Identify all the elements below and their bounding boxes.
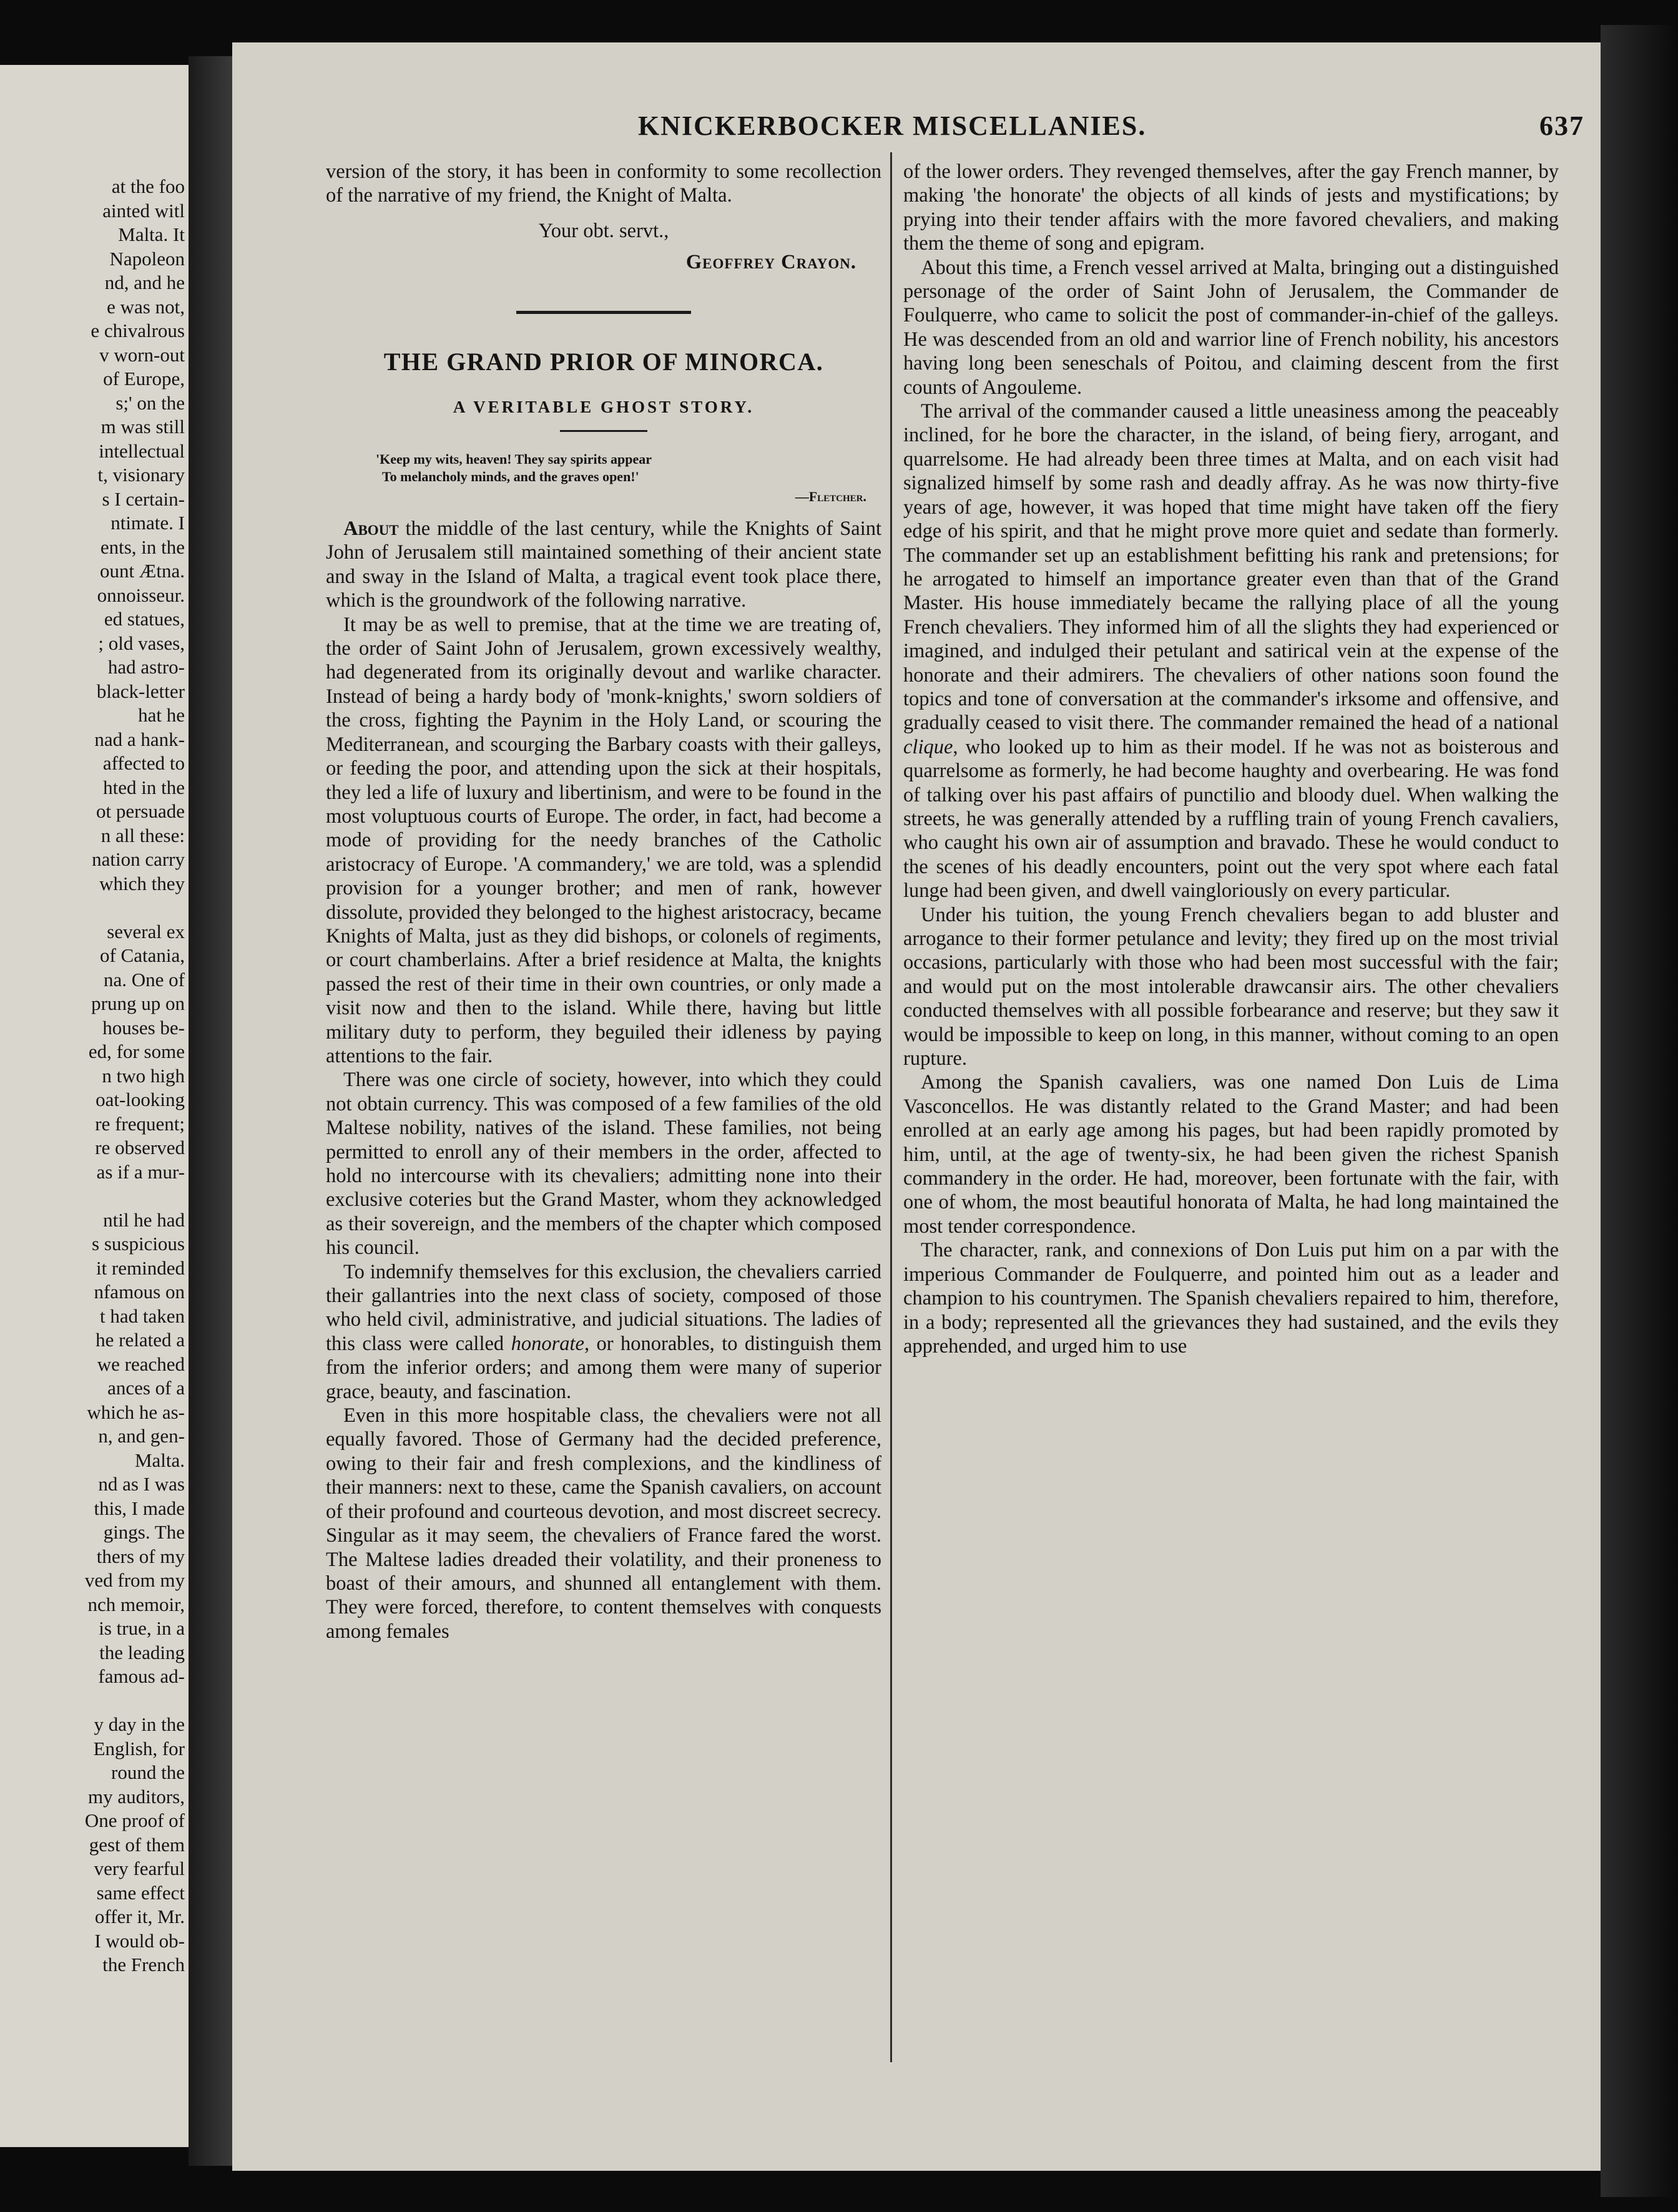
epigraph-line: 'Keep my wits, heaven! They say spirits appear: [376, 451, 652, 467]
body-paragraph: There was one circle of society, however, into which they could not obtain currency. This was composed of a few families of the old Maltese nobility, natives of the island. These families, not being permitted to enroll any of their members in the order, affected to hold no intercourse with its chevaliers; admitting none into their exclusive coteries but the Grand Master, whom they acknowledged as their sovereign, and the members of the chapter which composed his council.: [326, 1069, 881, 1260]
facing-page-line: I would ob-: [94, 1929, 185, 1952]
facing-page-line: [0, 1689, 185, 1713]
facing-page-line: gest of them: [89, 1833, 185, 1856]
facing-page-line: hat he: [138, 704, 185, 726]
facing-page-line: n, and gen-: [98, 1425, 185, 1447]
section-divider: [516, 311, 691, 314]
facing-page-line: re observed: [95, 1137, 185, 1158]
facing-page-line: Napoleon: [109, 247, 185, 270]
facing-page-line: he related a: [96, 1329, 185, 1351]
facing-page-line: the leading: [99, 1641, 185, 1663]
facing-page-line: houses be-: [102, 1016, 185, 1039]
facing-page-line: v worn-out: [99, 343, 185, 366]
body-paragraph: It may be as well to premise, that at the time we are treating of, the order of Saint John of Jerusalem, grown excessively wealthy, had degenerated from its originally devout and warlike character. Instead of being a hardy body of 'monk-knights,' sworn soldiers of the cross, fighting the Paynim in the Holy Land, or scouring the Mediterranean, and scourging the Barbary coasts with their galleys, or feeding the poor, and attending upon the sick at their hospitals, they led a life of luxury and libertinism, and were to be found in the most voluptuous courts of Europe. The order, in fact, had become a mode of providing for the needy branches of the Catholic aristocracy of Europe. 'A commandery,' we are told, was a splendid provision for a younger brother; and men of rank, however dissolute, provided they belonged to the highest aristocracy, became Knights of Malta, just as they did bishops, or colonels of regiments, or court chamberlains. After a brief residence at Malta, the knights passed the rest of their time in their own countries, or only made a visit now and then to the island. While there, having but little military duty to perform, they beguiled their idleness by paying attentions to the fair.: [326, 613, 881, 1067]
facing-page-line: nch memoir,: [87, 1593, 185, 1615]
italic-term: honorate: [511, 1332, 584, 1355]
body-paragraph: About the middle of the last century, while the Knights of Saint John of Jerusalem still maintained something of their ancient state and sway in the Island of Malta, a tragical event took place there, which is the groundwork of the following narrative.: [326, 517, 881, 612]
facing-page-line: intellectual: [99, 439, 185, 462]
facing-page-line: nd as I was: [98, 1473, 185, 1495]
intro-paragraph: version of the story, it has been in conformity to some recollection of the narrative of my friend, the Knight of Malta.: [326, 160, 881, 207]
facing-page-line: nad a hank-: [94, 728, 185, 750]
facing-page-line: of Europe,: [103, 368, 185, 389]
facing-page-line: at the foo: [111, 175, 185, 197]
facing-page-line: n all these:: [101, 824, 185, 846]
page-number: 637: [1539, 110, 1584, 141]
story-title: THE GRAND PRIOR OF MINORCA.: [383, 347, 824, 376]
facing-page-line: onnoisseur.: [97, 584, 185, 606]
facing-page-line: ot persuade: [96, 800, 185, 822]
facing-page-line: several ex: [107, 920, 185, 942]
facing-page-line: affected to: [102, 752, 185, 774]
body-paragraph: To indemnify themselves for this exclusion, the chevaliers carried their gallantries into the next class of society, composed of those who held civil, administrative, and judicial situations. The ladies of this class were called honorate, or honorables, to distinguish them from the inferior orders; and among them were many of superior grace, beauty, and fascination.: [326, 1260, 881, 1403]
facing-page-line: oat-looking: [96, 1089, 185, 1110]
facing-page-line: hted in the: [103, 776, 185, 798]
facing-page-line: English, for: [93, 1737, 185, 1759]
facing-page-line: my auditors,: [88, 1785, 185, 1808]
facing-page-line: nfamous on: [94, 1281, 185, 1303]
facing-page-line: y day in the: [94, 1713, 185, 1735]
page-edge-shadow: [1601, 25, 1678, 2197]
running-head-title: KNICKERBOCKER MISCELLANIES.: [638, 110, 1147, 141]
facing-page-line: very fearful: [94, 1857, 185, 1879]
facing-page-line: s suspicious: [92, 1233, 185, 1255]
body-paragraph: Even in this more hospitable class, the chevaliers were not all equally favored. Those of Germany had the decided preference, owing to their fair and fresh complexions, and the kindliness of their manners: next to these, came the Spanish cavaliers, on account of their profound and courteous devotion, and most discreet secrecy. Singular as it may seem, the chevaliers of France fared the worst. The Maltese ladies dreaded their volatility, and their proneness to boast of their amours, and shunned all entanglement with them. They were forced, therefore, to content themselves with conquests among females: [326, 1404, 881, 1643]
facing-page-line: nd, and he: [104, 272, 185, 293]
facing-page-line: ount Ætna.: [99, 560, 185, 582]
book-page: [232, 42, 1601, 2171]
facing-page-line: the French: [102, 1954, 185, 1975]
facing-page-line: One proof of: [84, 1809, 185, 1831]
epigraph: [376, 451, 866, 506]
facing-page-line: ed, for some: [88, 1040, 185, 1062]
facing-page-line: na. One of: [104, 968, 185, 991]
body-paragraph: About this time, a French vessel arrived at Malta, bringing out a distinguished personage of the order of Saint John of Jerusalem, the Commander de Foulquerre, who came to solicit the post of commander-in-chief of the galleys. He was descended from an old and warrior line of French nobility, his ancestors having long been seneschals of Poitou, and claiming descent from the first counts of Angouleme.: [903, 256, 1559, 399]
facing-page-line: offer it, Mr.: [94, 1906, 185, 1927]
subtitle-rule: [560, 430, 647, 432]
facing-page-line: s;' on the: [115, 391, 185, 414]
facing-page-line: ntimate. I: [110, 512, 185, 534]
facing-page-line: s I certain-: [102, 487, 185, 510]
facing-page-line: [0, 1184, 185, 1208]
facing-page-line: black-letter: [96, 680, 185, 702]
facing-page-line: had astro-: [107, 656, 185, 678]
facing-page-line: thers of my: [96, 1545, 185, 1567]
epigraph-attribution: —Fletcher.: [795, 489, 866, 505]
facing-page-line: m was still: [101, 416, 185, 438]
facing-page-line: ed statues,: [104, 608, 185, 630]
facing-page-line: as if a mur-: [96, 1160, 185, 1183]
facing-page-line: ents, in the: [100, 536, 185, 558]
facing-page-line: n two high: [102, 1064, 185, 1087]
facing-page-line: t, visionary: [97, 464, 185, 486]
facing-page-line: it reminded: [96, 1256, 185, 1279]
facing-page-line: ances of a: [107, 1377, 185, 1399]
facing-page-line: same effect: [96, 1881, 185, 1904]
facing-page-line: Malta.: [134, 1449, 185, 1471]
facing-page-fragment: [0, 65, 189, 2147]
facing-page-line: e was not,: [107, 295, 185, 318]
letter-closing: Your obt. servt.,: [538, 219, 669, 242]
epigraph-line: To melancholy minds, and the graves open!': [382, 469, 639, 485]
facing-page-line: re frequent;: [95, 1112, 185, 1135]
facing-page-line: Malta. It: [118, 223, 185, 245]
facing-page-line: we reached: [97, 1353, 185, 1375]
facing-page-line: is true, in a: [99, 1617, 185, 1639]
facing-page-line: famous ad-: [98, 1665, 185, 1687]
letter-signature: Geoffrey Crayon.: [685, 251, 856, 274]
facing-page-line: which he as-: [87, 1401, 185, 1423]
facing-page-line: t had taken: [99, 1304, 185, 1327]
facing-page-line: ainted witl: [102, 199, 185, 222]
facing-page-line: nation carry: [92, 848, 185, 870]
facing-page-line: prung up on: [91, 992, 185, 1014]
body-paragraph: Among the Spanish cavaliers, was one named Don Luis de Lima Vasconcellos. He was distantly related to the Grand Master; and had been enrolled at an early age among his pages, but had been rapidly promoted by him, until, at the age of twenty-six, he had been given the richest Spanish commandery in the order. He had, moreover, been fortunate with the fair, with one of whom, the most beautiful honorata of Malta, he had long maintained the most tender correspondence.: [903, 1071, 1559, 1238]
facing-page-line: ; old vases,: [98, 632, 185, 654]
body-paragraph: Under his tuition, the young French chevaliers began to add bluster and arrogance to their former petulance and levity; they fired up on the most trivial occasions, particularly with those who had been most successful with the fair; and would put on the most intolerable drawcansir airs. The other chevaliers conducted themselves with all possible forbearance and reserve; but they saw it would be impossible to keep on long, in this manner, without coming to an open rupture.: [903, 903, 1559, 1070]
italic-term: clique: [903, 735, 953, 758]
facing-page-line: e chivalrous: [91, 320, 185, 341]
text-column-left: [326, 160, 881, 1643]
facing-page-line: which they: [99, 872, 185, 894]
book-gutter: [189, 56, 232, 2166]
facing-page-line: gings. The: [103, 1521, 185, 1543]
facing-page-line: ntil he had: [103, 1208, 185, 1231]
facing-page-line: of Catania,: [99, 944, 185, 966]
column-rule: [890, 152, 892, 2062]
facing-page-column: [0, 175, 185, 1977]
body-paragraph: of the lower orders. They revenged themselves, after the gay French manner, by making 'the honorate' the objects of all kinds of jests and mystifications; by prying into their tender affairs with the more favored chevaliers, and making them the theme of song and epigram.: [903, 160, 1559, 255]
facing-page-line: ved from my: [84, 1569, 185, 1591]
body-paragraph: The arrival of the commander caused a little uneasiness among the peaceably inclined, for he bore the character, in the island, of being fiery, arrogant, and quarrelsome. He had already been three times at Malta, and on each visit had signalized himself by some rash and deadly affray. As he was now thirty-five years of age, however, it was hoped that time might have taken off the fiery edge of his spirit, and that he might prove more quiet and sedate than formerly. The commander set up an establishment befitting his rank and pretensions; for he arrogated to himself an importance greater even than that of the Grand Master. His house immediately became the rallying place of all the young French chevaliers. They informed him of all the slights they had experienced or imagined, and indulged their petulant and satirical vein at the expense of the honorate and their admirers. The chevaliers of other nations soon found the topics and tone of conversation at the commander's irksome and offensive, and gradually ceased to visit there. The commander remained the head of a national clique, who looked up to him as their model. If he was not as boisterous and quarrelsome as formerly, he had become haughty and overbearing. He was fond of talking over his past affairs of punctilio and bloody duel. When walking the streets, he was generally attended by a ruffling train of young French cavaliers, who caught his own air of assumption and bravado. These he would conduct to the scenes of his deadly encounters, point out the very spot where each fatal lunge had been given, and dwell vaingloriously on every particular.: [903, 400, 1559, 903]
facing-page-line: this, I made: [94, 1497, 185, 1519]
facing-page-line: round the: [111, 1761, 185, 1783]
story-subtitle: A VERITABLE GHOST STORY.: [453, 397, 755, 416]
facing-page-line: [0, 896, 185, 920]
text-column-right: [903, 160, 1559, 1358]
drop-lead-word: About: [343, 517, 399, 541]
body-paragraph: The character, rank, and connexions of Don Luis put him on a par with the imperious Commander de Foulquerre, and pointed him out as a leader and champion to his countrymen. The Spanish chevaliers repaired to him, therefore, in a body; represented all the grievances they had sustained, and the evils they apprehended, and urged him to use: [903, 1239, 1559, 1358]
